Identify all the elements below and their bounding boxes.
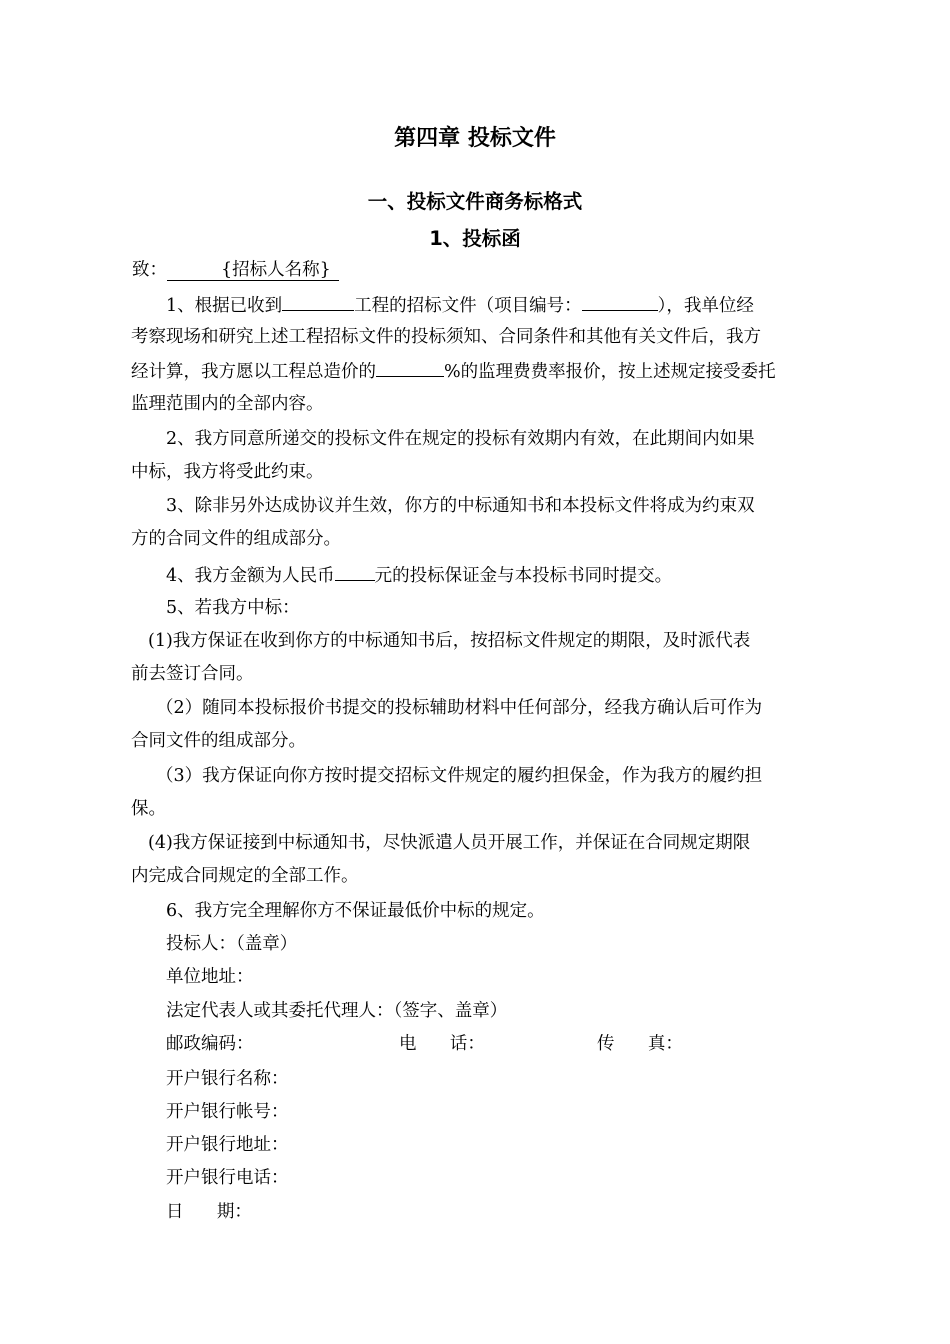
field-phone: 电 话： <box>399 1034 485 1054</box>
paragraph-1-line-2: 考察现场和研究上述工程招标文件的投标须知、合同条件和其他有关文件后，我方 <box>131 327 761 347</box>
subitem-1-line-1: (1)我方保证在收到你方的中标通知书后，按招标文件规定的期限，及时派代表 <box>148 631 751 651</box>
paragraph-3-line-1: 3、除非另外达成协议并生效，你方的中标通知书和本投标文件将成为约束双 <box>166 496 755 516</box>
paragraph-5: 5、若我方中标： <box>166 598 300 618</box>
subitem-4-line-2: 内完成合同规定的全部工作。 <box>131 866 359 886</box>
paragraph-1-line-1 <box>0 292 950 318</box>
p1-text-c: ），我单位经 <box>657 296 754 316</box>
field-contact-row <box>0 1032 950 1056</box>
field-bank-phone: 开户银行电话： <box>166 1168 289 1188</box>
subitem-2-line-1: （2）随同本投标报价书提交的投标辅助材料中任何部分，经我方确认后可作为 <box>156 698 763 718</box>
field-date: 日 期： <box>166 1202 252 1222</box>
blank-project-number <box>582 292 658 311</box>
blank-amount <box>335 562 375 581</box>
field-bank-account: 开户银行帐号： <box>166 1102 289 1122</box>
subitem-1-line-2: 前去签订合同。 <box>131 664 254 684</box>
paragraph-3-line-2: 方的合同文件的组成部分。 <box>131 529 341 549</box>
field-postcode: 邮政编码： <box>166 1034 254 1054</box>
paragraph-6: 6、我方完全理解你方不保证最低价中标的规定。 <box>166 901 545 921</box>
blank-project-name <box>282 292 354 311</box>
field-address: 单位地址： <box>166 967 254 987</box>
field-representative: 法定代表人或其委托代理人：（签字、盖章） <box>166 1001 508 1021</box>
addressee-recipient: {招标人名称} <box>167 260 339 281</box>
addressee-line <box>0 258 950 282</box>
p1-text-a: 1、根据已收到 <box>166 296 283 316</box>
paragraph-2-line-1: 2、我方同意所递交的投标文件在规定的投标有效期内有效，在此期间内如果 <box>166 429 755 449</box>
field-bank-name: 开户银行名称： <box>166 1069 289 1089</box>
field-fax: 传 真： <box>597 1034 683 1054</box>
p4-text-b: 元的投标保证金与本投标书同时提交。 <box>374 566 673 586</box>
p1-text-3a: 经计算，我方愿以工程总造价的 <box>131 362 376 382</box>
subitem-4-line-1: (4)我方保证接到中标通知书，尽快派遣人员开展工作，并保证在合同规定期限 <box>148 833 751 853</box>
paragraph-2-line-2: 中标，我方将受此约束。 <box>131 462 324 482</box>
subitem-3-line-1: （3）我方保证向你方按时提交招标文件规定的履约担保金，作为我方的履约担 <box>156 766 763 786</box>
addressee-prefix: 致： <box>132 260 167 280</box>
sub-title: 1、投标函 <box>429 227 521 250</box>
paragraph-4 <box>0 562 950 588</box>
p4-text-a: 4、我方金额为人民币 <box>166 566 335 586</box>
paragraph-1-line-4: 监理范围内的全部内容。 <box>131 394 324 414</box>
paragraph-1-line-3 <box>0 358 950 384</box>
section-title: 一、投标文件商务标格式 <box>367 190 583 213</box>
subitem-2-line-2: 合同文件的组成部分。 <box>131 731 306 751</box>
field-bidder: 投标人：（盖章） <box>166 934 298 954</box>
subitem-3-line-2: 保。 <box>131 799 166 819</box>
p1-text-b: 工程的招标文件（项目编号： <box>354 296 582 316</box>
p1-text-3b: %的监理费费率报价，按上述规定接受委托 <box>444 362 776 382</box>
chapter-title: 第四章 投标文件 <box>394 126 556 151</box>
blank-rate <box>376 358 444 377</box>
field-bank-address: 开户银行地址： <box>166 1135 289 1155</box>
